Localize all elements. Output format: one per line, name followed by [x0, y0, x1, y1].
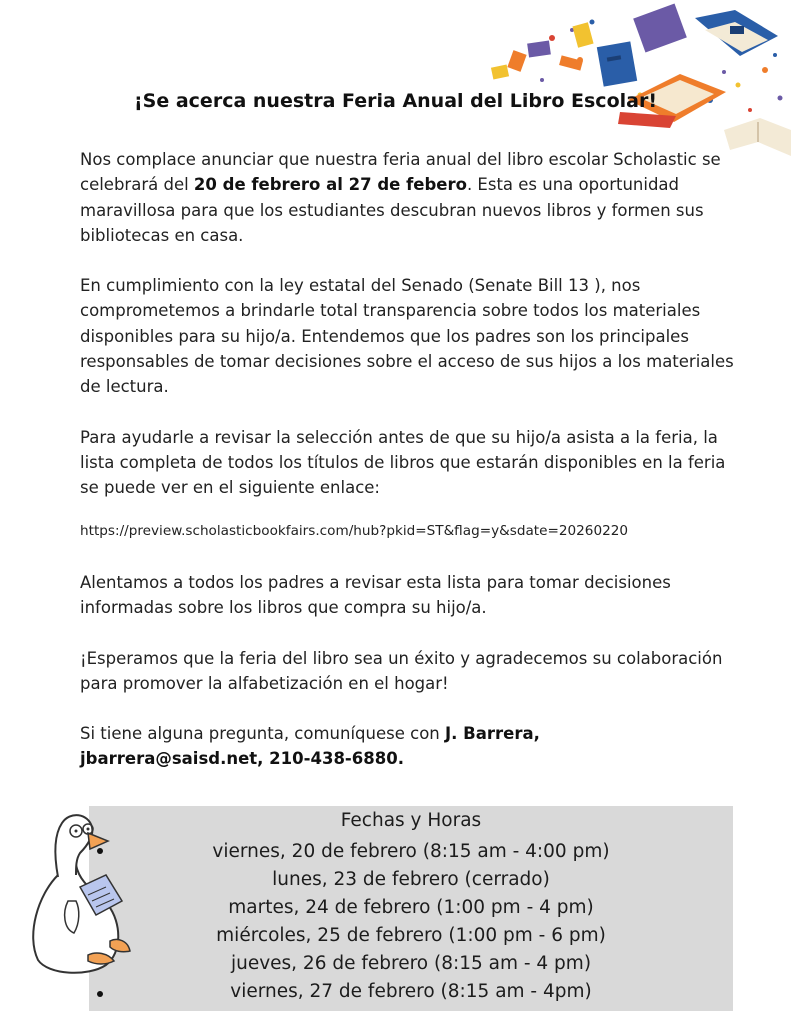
- bullet-icon: [97, 991, 103, 997]
- paragraph-intro: [80, 147, 740, 248]
- announcement-body-continued: [80, 570, 740, 797]
- paragraph-encourage: Alentamos a todos los padres a revisar esta lista para tomar decisiones informadas sobre los libros que compra su hijo/a.: [80, 573, 671, 618]
- paragraph-thanks: ¡Esperamos que la feria del libro sea un éxito y agradecemos su colaboración para promover la alfabetización en el hogar!: [80, 648, 723, 693]
- paragraph-book-list: Para ayudarle a revisar la selección antes de que su hijo/a asista a la feria, la lista completa de todos los títulos de libros que estarán disponibles en la feria se puede ver en el siguiente enlace:: [80, 427, 726, 498]
- hours-row: viernes, 20 de febrero (8:15 am - 4:00 pm): [212, 841, 610, 862]
- hours-panel: [89, 806, 733, 1011]
- goose-reading-illustration: [18, 805, 138, 980]
- hours-row: lunes, 23 de febrero (cerrado): [272, 869, 550, 890]
- fair-dates: 20 de febrero al 27 de febero: [193, 175, 467, 195]
- hours-row: miércoles, 25 de febrero (1:00 pm - 6 pm): [216, 925, 606, 946]
- page-title: ¡Se acerca nuestra Feria Anual del Libro Escolar!: [134, 90, 657, 112]
- contact-intro: Si tiene alguna pregunta, comuníquese con: [80, 724, 445, 744]
- paragraph-contact: [80, 721, 740, 772]
- hours-title: Fechas y Horas: [340, 810, 482, 831]
- announcement-body: [80, 147, 740, 526]
- hours-row: viernes, 27 de febrero (8:15 am - 4pm): [230, 981, 592, 1002]
- hours-row: martes, 24 de febrero (1:00 pm - 4 pm): [228, 897, 594, 918]
- intro-text: Nos complace anunciar que nuestra feria anual del libro escolar Scholastic se celebrará del: [80, 150, 721, 195]
- intro-text-end: . Esta es una oportunidad maravillosa para que los estudiantes descubran nuevos libros y formen sus bibliotecas en casa.: [80, 175, 704, 245]
- contact-name: J. Barrera,: [445, 724, 540, 744]
- book-list-link[interactable]: https://preview.scholasticbookfairs.com/hub?pkid=ST&flag=y&sdate=20260220: [80, 523, 629, 539]
- contact-details[interactable]: jbarrera@saisd.net, 210-438-6880.: [80, 749, 404, 769]
- hours-row: jueves, 26 de febrero (8:15 am - 4 pm): [230, 953, 592, 974]
- paragraph-transparency: En cumplimiento con la ley estatal del Senado (Senate Bill 13 ), nos comprometemos a brindarle total transparencia sobre todos los materiales disponibles para su hijo/a. Entendemos que los padres son los principales responsables de tomar decisiones sobre el acceso de sus hijos a los materiales de lectura.: [80, 276, 734, 397]
